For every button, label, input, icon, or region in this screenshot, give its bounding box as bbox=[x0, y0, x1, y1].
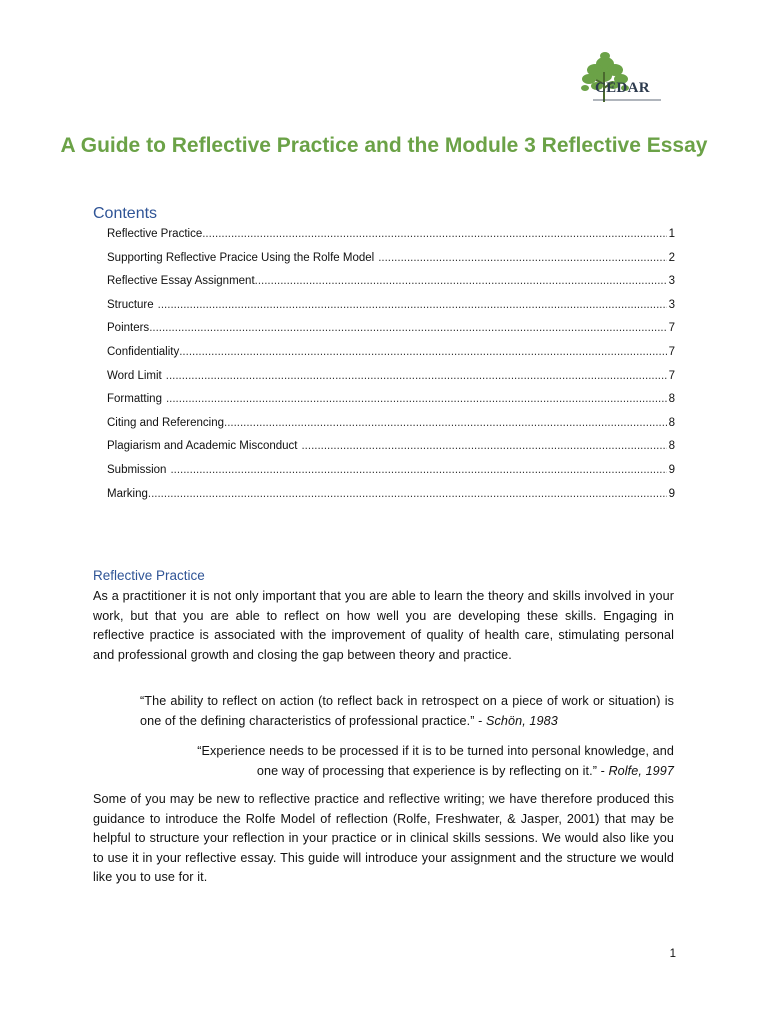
toc-page-number: 7 bbox=[668, 345, 675, 358]
toc-entry-marking[interactable] bbox=[107, 488, 675, 512]
toc-leader bbox=[166, 370, 667, 382]
toc-leader bbox=[378, 252, 666, 264]
toc-leader bbox=[179, 346, 666, 358]
tree-icon bbox=[575, 50, 665, 108]
toc-leader bbox=[166, 393, 667, 405]
quote-citation: Rolfe, 1997 bbox=[608, 763, 674, 778]
toc-page-number: 9 bbox=[668, 487, 675, 500]
section-heading: Reflective Practice bbox=[93, 568, 205, 583]
contents-heading: Contents bbox=[93, 205, 158, 222]
toc-leader bbox=[149, 322, 666, 334]
toc-entry-label: Citing and Referencing bbox=[107, 416, 224, 429]
document-title: A Guide to Reflective Practice and the Module 3 Reflective Essay bbox=[60, 134, 708, 157]
toc-leader bbox=[158, 299, 667, 311]
toc-entry-label: Structure bbox=[107, 298, 154, 311]
toc-leader bbox=[301, 440, 666, 452]
toc-entry-confidentiality[interactable] bbox=[107, 346, 675, 370]
toc-entry-essay-assignment[interactable] bbox=[107, 275, 675, 299]
quote-citation: Schön, 1983 bbox=[486, 713, 558, 728]
toc-entry-word-limit[interactable] bbox=[107, 370, 675, 394]
toc-leader bbox=[170, 464, 666, 476]
toc-entry-label: Formatting bbox=[107, 393, 162, 406]
toc-entry-label: Plagiarism and Academic Misconduct bbox=[107, 440, 298, 453]
cedar-logo bbox=[575, 50, 665, 108]
toc-entry-label: Confidentiality bbox=[107, 345, 180, 358]
toc-entry-label: Marking bbox=[107, 487, 148, 500]
toc-page-number: 8 bbox=[668, 393, 675, 406]
toc-entry-structure[interactable] bbox=[107, 299, 675, 323]
toc-leader bbox=[148, 488, 667, 500]
toc-entry-reflective-practice[interactable] bbox=[107, 228, 675, 252]
body-paragraph: As a practitioner it is not only important that you are able to learn the theory and skills involved in your work, but that you are able to reflect on how well you are developing these skills. Engaging in reflective practice is associated with the improvement of quality of health care, stimulating personal and professional growth and closing the gap between theory and practice. bbox=[93, 589, 674, 662]
toc-entry-rolfe-model[interactable] bbox=[107, 252, 675, 276]
toc-entry-pointers[interactable] bbox=[107, 322, 675, 346]
body-paragraph: Some of you may be new to reflective practice and reflective writing; we have therefore produced this guidance to introduce the Rolfe Model of reflection (Rolfe, Freshwater, & Jasper, 2001) that may be helpful to structure your reflection in your practice or in clinical skills sessions. We would also like you to use it in your reflective essay. This guide will introduce your assignment and the structure we would like you to use for it. bbox=[93, 792, 674, 884]
toc-page-number: 3 bbox=[668, 298, 675, 311]
toc-entry-label: Reflective Essay Assignment bbox=[107, 275, 255, 288]
toc-page-number: 1 bbox=[668, 228, 675, 240]
toc-leader bbox=[224, 417, 667, 429]
toc-entry-submission[interactable] bbox=[107, 464, 675, 488]
toc-entry-label: Reflective Practice bbox=[107, 228, 203, 240]
toc-entry-citing-referencing[interactable] bbox=[107, 417, 675, 441]
quote-rolfe bbox=[140, 742, 674, 781]
cedar-wordmark: CEDAR bbox=[595, 80, 650, 96]
toc-entry-label: Supporting Reflective Pracice Using the Rolfe Model bbox=[107, 251, 375, 264]
table-of-contents bbox=[107, 228, 675, 511]
toc-entry-formatting[interactable] bbox=[107, 393, 675, 417]
toc-leader bbox=[202, 228, 666, 240]
toc-page-number: 8 bbox=[668, 440, 675, 453]
toc-entry-label: Word Limit bbox=[107, 369, 162, 382]
toc-page-number: 8 bbox=[668, 416, 675, 429]
quote-text-line1: “Experience needs to be processed if it is to be turned into personal knowledge, and bbox=[197, 744, 674, 758]
toc-leader bbox=[255, 275, 667, 287]
page-number: 1 bbox=[669, 948, 676, 960]
toc-page-number: 9 bbox=[668, 463, 675, 476]
toc-page-number: 7 bbox=[668, 369, 675, 382]
toc-page-number: 3 bbox=[668, 275, 675, 288]
toc-entry-label: Submission bbox=[107, 463, 167, 476]
toc-page-number: 2 bbox=[668, 251, 675, 264]
quote-text: “The ability to reflect on action (to reflect back in retrospect on a piece of work or situation) is one of the defining characteristics of professional practice.” - bbox=[140, 694, 674, 728]
quote-text-line2: one way of processing that experience is by reflecting on it.” - bbox=[256, 763, 609, 778]
quote-schon bbox=[140, 692, 674, 731]
toc-entry-plagiarism[interactable] bbox=[107, 440, 675, 464]
toc-page-number: 7 bbox=[668, 322, 675, 335]
toc-entry-label: Pointers bbox=[107, 322, 150, 335]
